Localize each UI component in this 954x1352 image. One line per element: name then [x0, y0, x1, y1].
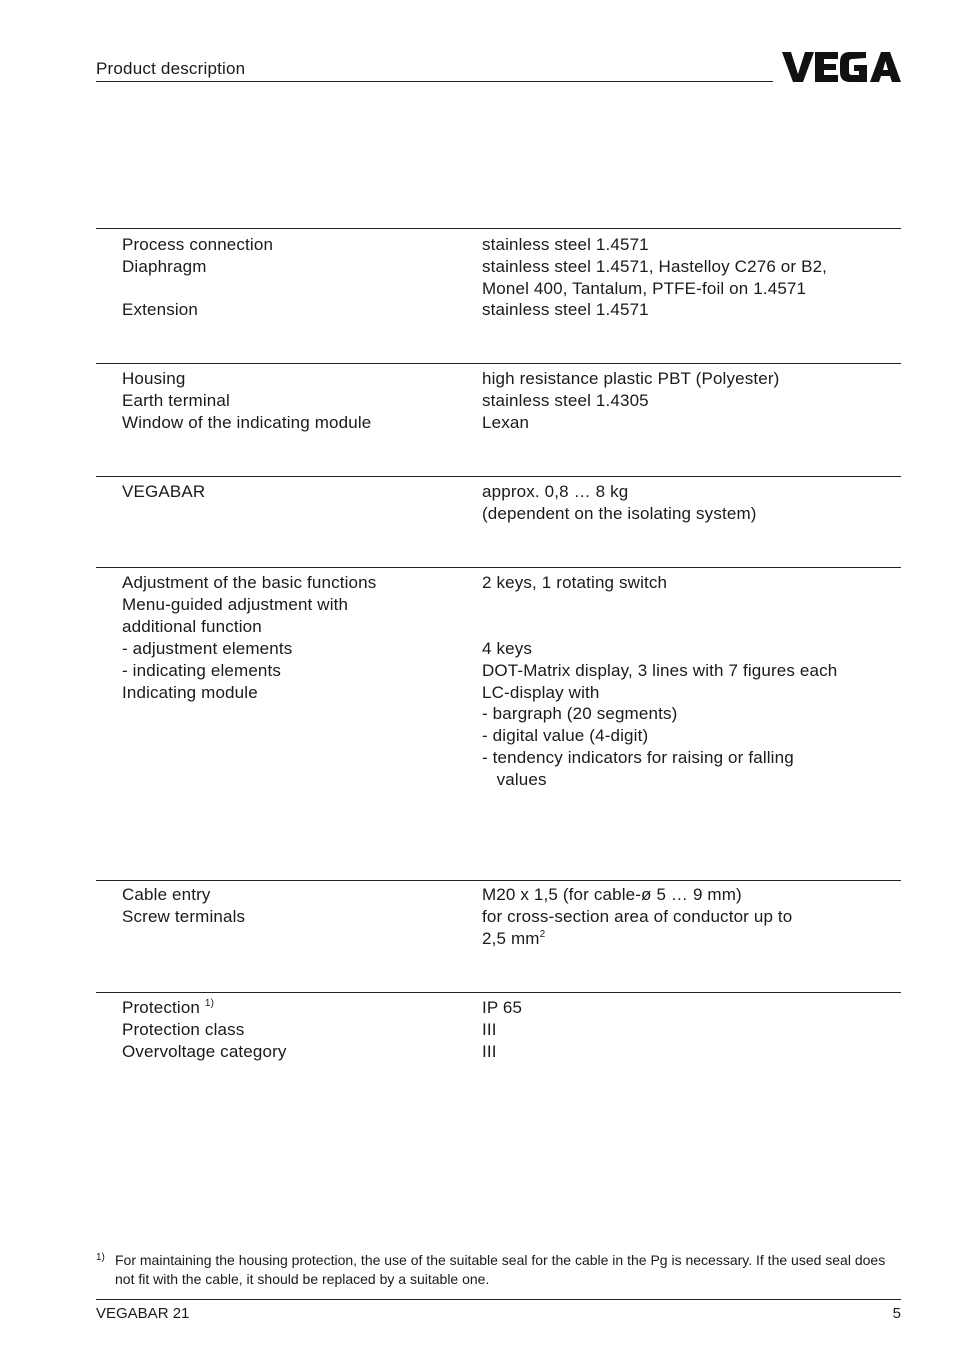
section-rule	[96, 992, 901, 993]
header-rule	[96, 81, 773, 82]
value-process-connection: stainless steel 1.4571	[482, 235, 649, 254]
footer-product: VEGABAR 21	[96, 1305, 190, 1322]
section-rule	[96, 880, 901, 881]
value-tendency-cont: values	[482, 770, 547, 789]
value-digital-value: - digital value (4-digit)	[482, 726, 649, 745]
page-number: 5	[892, 1305, 901, 1322]
label-diaphragm: Diaphragm	[122, 257, 207, 276]
label-menu-guided: Menu-guided adjustment with	[122, 595, 349, 614]
label-indicating-module: Indicating module	[122, 683, 258, 702]
page-header-title: Product description	[96, 59, 246, 78]
value-basic-functions: 2 keys, 1 rotating switch	[482, 573, 668, 592]
value-cable-entry: M20 x 1,5 (for cable-ø 5 … 9 mm)	[482, 885, 742, 904]
label-cable-entry: Cable entry	[122, 885, 211, 904]
superscript-squared: 2	[539, 929, 546, 940]
label-window: Window of the indicating module	[122, 413, 372, 432]
value-indicating-module: LC-display with	[482, 683, 600, 702]
footer-rule	[96, 1299, 901, 1300]
value-screw-terminals-cont	[482, 928, 545, 950]
value-bargraph: - bargraph (20 segments)	[482, 704, 678, 723]
label-overvoltage: Overvoltage category	[122, 1042, 287, 1061]
value-extension: stainless steel 1.4571	[482, 300, 649, 319]
value-weight-note: (dependent on the isolating system)	[482, 504, 757, 523]
label-indicating-elements: - indicating elements	[122, 661, 282, 680]
value-protection: IP 65	[482, 998, 523, 1017]
value-housing: high resistance plastic PBT (Polyester)	[482, 369, 780, 388]
value-overvoltage: III	[482, 1042, 497, 1061]
footnote-ref: 1)	[204, 998, 215, 1009]
footnote	[96, 1251, 896, 1289]
label-earth-terminal: Earth terminal	[122, 391, 230, 410]
label-process-connection: Process connection	[122, 235, 274, 254]
vega-logo	[782, 50, 902, 89]
label-housing: Housing	[122, 369, 186, 388]
label-basic-functions: Adjustment of the basic functions	[122, 573, 377, 592]
section-rule	[96, 476, 901, 477]
section-rule	[96, 567, 901, 568]
value-indicating-elements: DOT-Matrix display, 3 lines with 7 figures each	[482, 661, 838, 680]
section-rule	[96, 228, 901, 229]
value-adjustment-elements: 4 keys	[482, 639, 533, 658]
value-protection-class: III	[482, 1020, 497, 1039]
label-protection-text: Protection	[122, 998, 205, 1017]
section-rule	[96, 363, 901, 364]
label-extension: Extension	[122, 300, 199, 319]
label-screw-terminals: Screw terminals	[122, 907, 246, 926]
value-diaphragm: stainless steel 1.4571, Hastelloy C276 or B2,	[482, 257, 828, 276]
label-adjustment-elements: - adjustment elements	[122, 639, 293, 658]
value-diaphragm-cont: Monel 400, Tantalum, PTFE-foil on 1.4571	[482, 279, 807, 298]
value-weight: approx. 0,8 … 8 kg	[482, 482, 629, 501]
label-vegabar: VEGABAR	[122, 482, 206, 501]
footnote-mark: 1)	[96, 1252, 105, 1263]
value-tendency: - tendency indicators for raising or falling	[482, 748, 794, 767]
label-protection	[122, 997, 214, 1019]
value-screw-terminals: for cross-section area of conductor up to	[482, 907, 793, 926]
value-window: Lexan	[482, 413, 530, 432]
label-additional-function: additional function	[122, 617, 262, 636]
value-earth-terminal: stainless steel 1.4305	[482, 391, 649, 410]
label-protection-class: Protection class	[122, 1020, 245, 1039]
value-area: 2,5 mm	[482, 929, 540, 948]
footnote-text: For maintaining the housing protection, the use of the suitable seal for the cable in the Pg is necessary. If the used seal does not fit with the cable, it should be replaced by a suitable one.	[115, 1252, 886, 1287]
